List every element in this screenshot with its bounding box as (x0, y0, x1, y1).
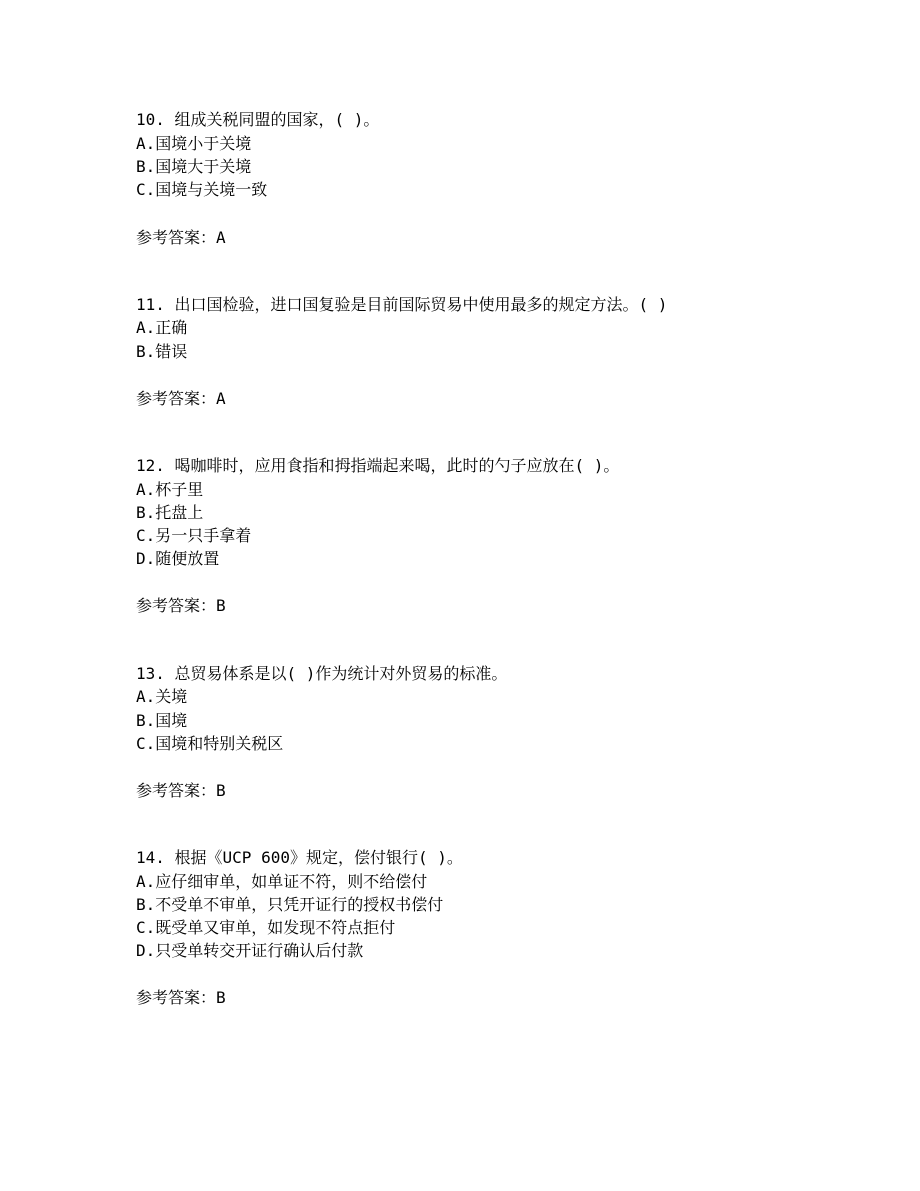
question-13-stem: 13. 总贸易体系是以( )作为统计对外贸易的标准。 (136, 664, 508, 683)
question-11-answer: 参考答案：A (136, 389, 226, 408)
question-14-option-b: B.不受单不审单，只凭开证行的授权书偿付 (136, 895, 444, 914)
question-12-option-c: C.另一只手拿着 (136, 526, 252, 545)
question-14-stem: 14. 根据《UCP 600》规定，偿付银行( )。 (136, 848, 463, 867)
question-12-option-a: A.杯子里 (136, 480, 204, 499)
question-13-option-a: A.关境 (136, 687, 188, 706)
question-10-stem: 10. 组成关税同盟的国家，( )。 (136, 110, 380, 129)
question-14-option-c: C.既受单又审单，如发现不符点拒付 (136, 918, 396, 937)
question-14-option-d: D.只受单转交开证行确认后付款 (136, 941, 364, 960)
question-11-stem: 11. 出口国检验，进口国复验是目前国际贸易中使用最多的规定方法。( ) (136, 295, 668, 314)
question-12-option-b: B.托盘上 (136, 503, 204, 522)
question-14-answer: 参考答案：B (136, 988, 226, 1007)
question-12-stem: 12. 喝咖啡时，应用食指和拇指端起来喝，此时的勺子应放在( )。 (136, 456, 620, 475)
question-10-answer: 参考答案：A (136, 228, 226, 247)
question-12-answer: 参考答案：B (136, 596, 226, 615)
question-14-option-a: A.应仔细审单，如单证不符，则不给偿付 (136, 872, 428, 891)
question-10-option-a: A.国境小于关境 (136, 134, 252, 153)
question-13-option-c: C.国境和特别关税区 (136, 734, 284, 753)
question-13-option-b: B.国境 (136, 711, 188, 730)
question-11-option-b: B.错误 (136, 342, 188, 361)
question-10-option-b: B.国境大于关境 (136, 157, 252, 176)
question-10-option-c: C.国境与关境一致 (136, 180, 268, 199)
question-12-option-d: D.随便放置 (136, 549, 220, 568)
question-13-answer: 参考答案：B (136, 781, 226, 800)
question-11-option-a: A.正确 (136, 318, 188, 337)
